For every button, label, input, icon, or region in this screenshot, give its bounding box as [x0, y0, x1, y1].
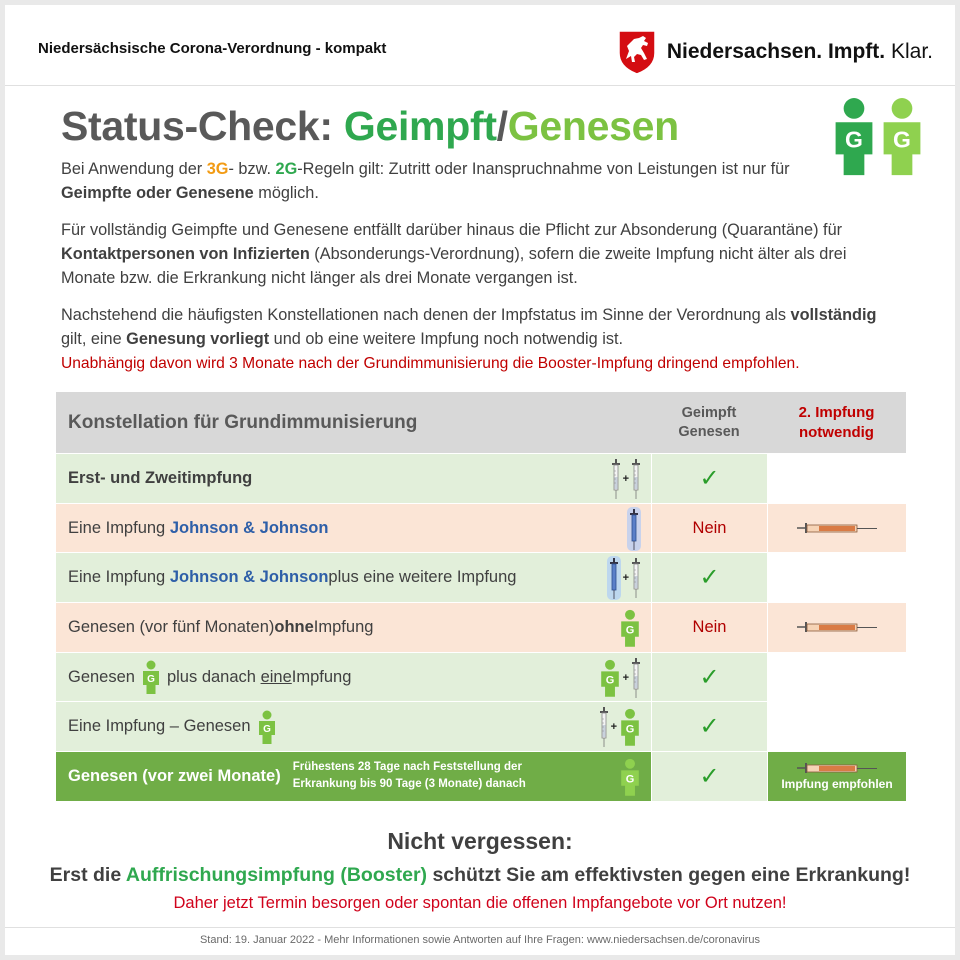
row-icons: [607, 557, 641, 599]
table-row-final: [56, 751, 906, 801]
row-text: Genesen (vor zwei Monate): [68, 766, 281, 785]
row-icons: [599, 657, 641, 699]
lower-saxony-horse-crest-icon: [617, 29, 657, 75]
row-label: [56, 603, 651, 652]
person-g-icon: [141, 660, 161, 694]
row-text: plus eine weitere Impfung: [328, 568, 517, 587]
row-label: [56, 653, 651, 702]
text: Nachstehend die häufigsten Konstellationen nach denen der Impfstatus im Sinne der Verordnung als: [61, 306, 791, 324]
impfung-empfohlen-label: Impfung empfohlen: [781, 777, 893, 792]
subtext-line: Frühestens 28 Tage nach Feststellung der: [292, 761, 522, 774]
row-label: [56, 702, 651, 751]
plus-icon: +: [622, 473, 629, 485]
text: schützt Sie am effektivsten gegen eine Erkrankung!: [427, 864, 911, 886]
title-slash: /: [496, 103, 508, 149]
row-label: [56, 504, 651, 553]
header-geimpft-genesen: [651, 392, 767, 453]
bold-text: ohne: [274, 617, 314, 636]
syringe-icon: [631, 558, 641, 598]
status-cell: [651, 752, 767, 801]
row-label: [56, 752, 651, 801]
person-g-icon: [619, 609, 641, 647]
row-text: Eine Impfung: [68, 568, 166, 587]
text: Für vollständig Geimpfte und Genesene entfällt darüber hinaus die Pflicht zur Absonderung (Quarantäne) für: [61, 221, 843, 239]
plus-icon: +: [622, 572, 629, 585]
brand-part2: Impft.: [827, 40, 886, 63]
bold-text: Kontaktpersonen von Infizierten: [61, 245, 310, 263]
status-cell: [651, 553, 767, 602]
syringe-icon: [797, 620, 877, 634]
row-text: Impfung: [313, 617, 374, 636]
title-geimpft: Geimpft: [343, 103, 497, 149]
row-label: [56, 553, 651, 602]
underlined-text: eine: [260, 667, 292, 686]
bold-text: Geimpfte oder Genesene: [61, 184, 254, 202]
row-subtext: [293, 759, 526, 793]
header-line: Genesen: [678, 423, 740, 440]
booster-line: [5, 864, 955, 887]
second-dose-cell: [767, 504, 906, 553]
row-text: Genesen (vor fünf Monaten): [68, 617, 275, 636]
title-prefix: Status-Check:: [61, 103, 344, 149]
row-icons: [619, 756, 641, 798]
text: und ob eine weitere Impfung noch notwendig ist.: [269, 330, 624, 348]
table-header: [56, 392, 906, 453]
table-row: [56, 701, 906, 751]
table-row: [56, 602, 906, 652]
person-g-icon: [257, 710, 277, 744]
syringe-icon: [631, 459, 641, 499]
label-2g: 2G: [275, 160, 298, 178]
page-title: [61, 103, 679, 150]
nein-label: Nein: [692, 617, 727, 636]
row-text: Eine Impfung – Genesen: [68, 717, 251, 736]
table-row: [56, 453, 906, 503]
text: möglich.: [253, 184, 319, 202]
nein-label: Nein: [692, 518, 727, 537]
second-dose-cell: [767, 603, 906, 652]
syringe-icon: [627, 507, 641, 551]
text: (Absonderungs-Verordnung), sofern die zweite Impfung nicht älter als drei Monate bzw. die Erkrankung nicht länger als drei Monate vergangen ist.: [61, 245, 847, 287]
label-3g: 3G: [206, 160, 229, 178]
header-line: Geimpft: [681, 404, 737, 421]
second-dose-cell: [767, 653, 906, 702]
row-icons: [627, 508, 641, 550]
persons-g-icon: [831, 90, 927, 182]
reminder-heading: Nicht vergessen:: [387, 828, 573, 854]
row-text: Eine Impfung: [68, 518, 166, 537]
second-dose-cell: [767, 752, 906, 801]
row-label: [56, 454, 651, 503]
status-cell: [651, 504, 767, 553]
header-line: 2. Impfung: [798, 403, 875, 421]
syringe-icon: [797, 521, 877, 535]
syringe-icon: [797, 761, 877, 775]
termin-line: Daher jetzt Termin besorgen oder spontan die offenen Impfangebote vor Ort nutzen!: [173, 894, 787, 912]
bold-text: Genesung vorliegt: [126, 330, 270, 348]
table-row: [56, 503, 906, 553]
plus-icon: +: [610, 721, 617, 734]
person-g-icon: [599, 659, 621, 697]
subtext-line: Erkrankung bis 90 Tage (3 Monate) danach: [292, 778, 526, 791]
header-line: notwendig: [798, 423, 874, 441]
text: Erst die: [49, 864, 126, 886]
person-g-icon: [619, 758, 641, 796]
table-row: [56, 652, 906, 702]
text: Bei Anwendung der: [61, 160, 207, 178]
syringe-icon: [611, 459, 621, 499]
syringe-icon: [599, 707, 609, 747]
vaccine-name: Johnson & Johnson: [169, 518, 329, 537]
syringe-icon: [607, 556, 621, 600]
table-row: [56, 552, 906, 602]
second-dose-cell: [767, 553, 906, 602]
page: [5, 5, 955, 955]
intro-paragraph-2: [61, 218, 901, 290]
bold-text: vollständig: [790, 306, 877, 324]
status-cell: [651, 702, 767, 751]
text: - bzw.: [228, 160, 276, 178]
check-icon: ✓: [699, 663, 720, 691]
header-zweite-impfung: [767, 392, 906, 453]
footer-stand: Stand: 19. Januar 2022 - Mehr Informationen sowie Antworten auf Ihre Fragen: www.niedersachsen.de/coronavirus: [199, 934, 761, 946]
brand-text: [667, 40, 933, 64]
row-text: plus danach: [166, 667, 256, 686]
vaccine-name: Johnson & Johnson: [169, 568, 329, 587]
check-icon: ✓: [699, 713, 720, 741]
title-genesen: Genesen: [507, 103, 679, 149]
booster-recommendation: Unabhängig davon wird 3 Monate nach der Grundimmunisierung die Booster-Impfung dringend empfohlen.: [61, 355, 800, 372]
second-dose-cell: [767, 454, 906, 503]
row-icons: [611, 458, 641, 500]
intro-paragraph-3: [61, 303, 901, 376]
status-cell: [651, 603, 767, 652]
header-divider: [5, 85, 955, 86]
row-icons: [619, 607, 641, 649]
person-g-icon: [619, 708, 641, 746]
status-cell: [651, 653, 767, 702]
row-icons: [599, 706, 641, 748]
check-icon: ✓: [699, 564, 720, 592]
check-icon: ✓: [699, 464, 720, 492]
brand-part3: Klar.: [890, 40, 933, 63]
row-text: Impfung: [291, 667, 352, 686]
footer-divider: [5, 927, 955, 928]
booster-highlight: Auffrischungsimpfung (Booster): [125, 864, 428, 886]
constellation-table: [56, 392, 906, 801]
text: gilt, eine: [61, 330, 127, 348]
brand-part1: Niedersachsen.: [666, 40, 823, 63]
row-text: Erst- und Zweitimpfung: [68, 468, 253, 487]
second-dose-cell: [767, 702, 906, 751]
intro-paragraph-1: [61, 157, 821, 205]
row-text: Genesen: [68, 667, 135, 686]
syringe-icon: [631, 658, 641, 698]
status-cell: [651, 454, 767, 503]
header-konstellation: Konstellation für Grundimmunisierung: [68, 411, 418, 433]
header-title: Niedersächsische Corona-Verordnung - kompakt: [38, 40, 387, 57]
brand: [617, 27, 933, 77]
plus-icon: +: [622, 671, 629, 684]
text: -Regeln gilt: Zutritt oder Inanspruchnahme von Leistungen ist nur für: [297, 160, 790, 178]
check-icon: ✓: [699, 762, 720, 790]
